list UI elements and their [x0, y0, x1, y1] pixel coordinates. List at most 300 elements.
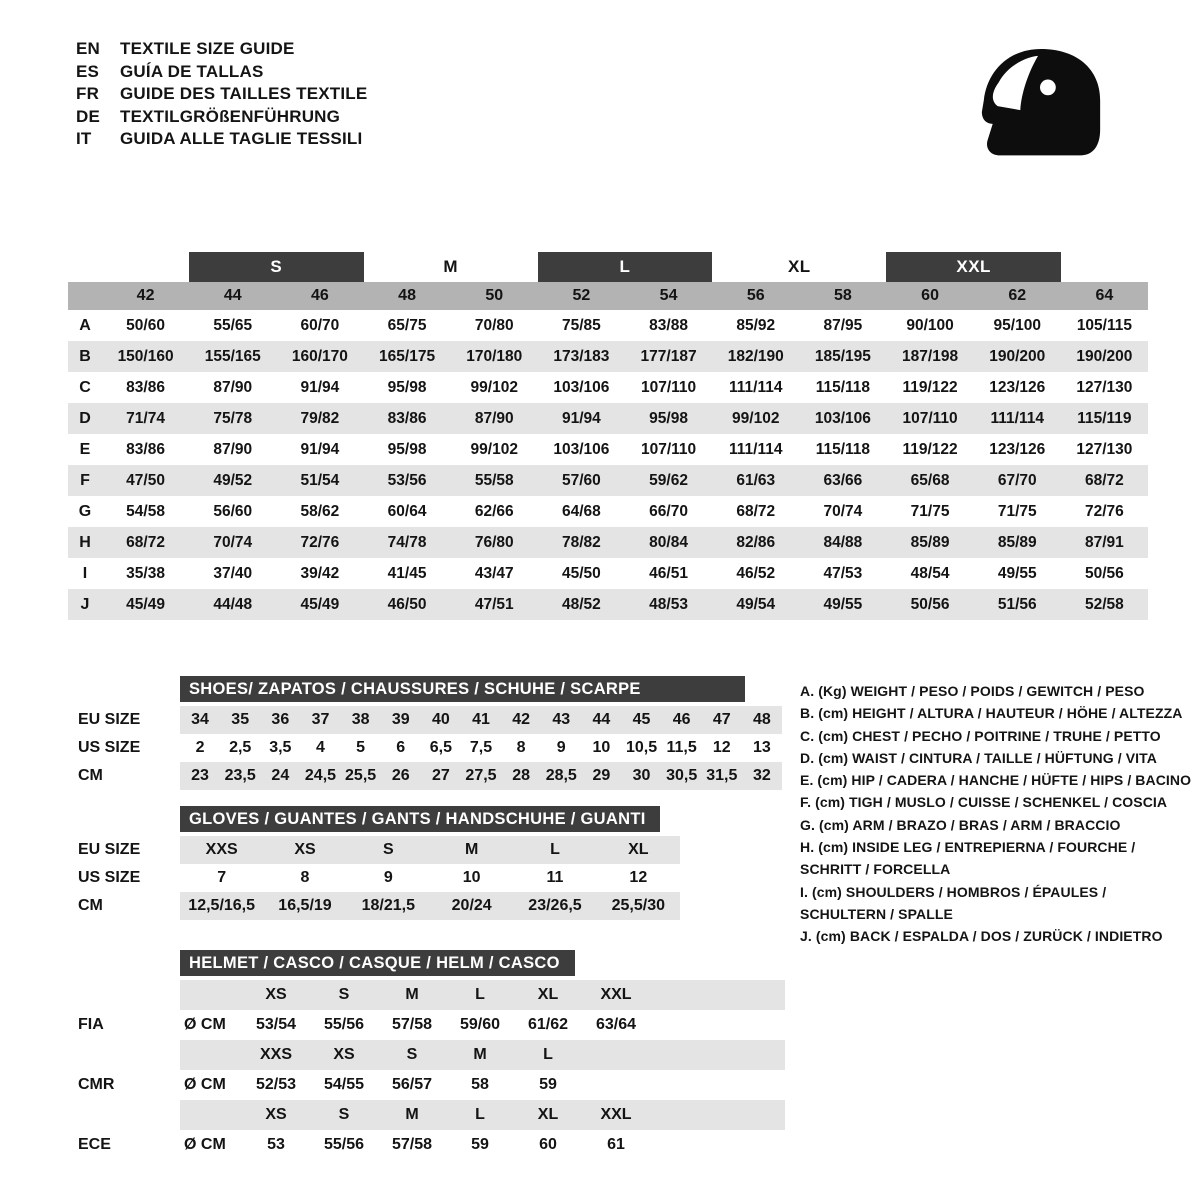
size-number: 52 [572, 287, 591, 304]
legend-line: G. (cm) ARM / BRAZO / BRAS / ARM / BRACCIO [800, 816, 1121, 833]
gloves-row-label: CM [78, 897, 103, 914]
measurement-value: 59/62 [649, 471, 688, 489]
measurement-value: 185/195 [814, 347, 871, 365]
measurement-row-b [68, 341, 1148, 372]
measurement-value: 48/52 [562, 595, 601, 613]
helmet-size-label: S [338, 1106, 350, 1123]
measurement-value: 70/74 [823, 502, 863, 520]
helmet-value: 52/53 [255, 1076, 297, 1093]
legend-line: SCHULTERN / SPALLE [800, 905, 953, 922]
measurement-value: 105/115 [1076, 316, 1132, 334]
shoes-value: 10,5 [625, 739, 658, 756]
measurement-value: 87/90 [213, 440, 253, 458]
measurement-value: 44/48 [213, 595, 253, 613]
measurement-row-a [68, 310, 1148, 341]
helmet-value: 58 [471, 1076, 489, 1093]
gloves-value: 10 [462, 869, 481, 886]
helmet-values-row-cmr [78, 1070, 785, 1100]
language-code: EN [76, 39, 101, 58]
measurement-row-label: G [78, 502, 92, 520]
shoes-value: 25,5 [345, 767, 377, 784]
helmet-size-label: XS [333, 1046, 355, 1063]
shoes-value: 46 [672, 711, 691, 728]
helmet-graphic [972, 40, 1110, 190]
measurement-value: 103/106 [553, 440, 610, 458]
measurement-row-label: J [80, 595, 90, 613]
shoes-value: 5 [356, 739, 366, 756]
gloves-row-label: US SIZE [78, 869, 141, 886]
measurement-value: 127/130 [1076, 378, 1133, 396]
measurement-value: 87/95 [823, 316, 863, 334]
measurement-value: 46/51 [649, 564, 688, 582]
measurement-value: 53/56 [387, 471, 427, 489]
legend-entry-c [800, 725, 1200, 747]
helmet-value: 54/55 [323, 1076, 365, 1093]
size-number: 60 [921, 287, 939, 304]
size-number: 54 [659, 287, 678, 304]
gloves-value: 16,5/19 [278, 897, 332, 914]
helmet-size-label: L [475, 1106, 485, 1123]
language-title: GUÍA DE TALLAS [120, 61, 264, 81]
measurement-value: 115/118 [815, 440, 871, 458]
measurement-value: 48/53 [649, 595, 688, 613]
measurement-value: 45/49 [300, 595, 340, 613]
legend-line: B. (cm) HEIGHT / ALTURA / HAUTEUR / HÖHE / ALTEZZA [800, 705, 1183, 722]
shoes-value: 30 [632, 767, 651, 784]
measurement-value: 49/55 [823, 595, 863, 613]
shoes-value: 39 [391, 711, 410, 728]
size-number: 44 [223, 287, 242, 304]
legend-line: D. (cm) WAIST / CINTURA / TAILLE / HÜFTUNG / VITA [800, 749, 1157, 766]
language-row [76, 106, 367, 129]
measurement-row-d [68, 403, 1148, 434]
helmet-value: 61/62 [527, 1016, 569, 1033]
shoes-value: 36 [271, 711, 290, 728]
legend-line: C. (cm) CHEST / PECHO / POITRINE / TRUHE / PETTO [800, 727, 1161, 744]
size-group-xxl: XXL [886, 252, 1060, 282]
measurement-value: 49/55 [997, 564, 1037, 582]
helmet-sizes-row-fia [180, 980, 785, 1010]
size-group-header-row [68, 252, 1148, 282]
language-title: GUIDA ALLE TAGLIE TESSILI [120, 129, 363, 148]
numeric-size-row [68, 282, 1148, 310]
helmet-section-title: HELMET / CASCO / CASQUE / HELM / CASCO [180, 950, 575, 976]
language-code: ES [76, 61, 100, 81]
measurement-value: 74/78 [387, 533, 427, 551]
measurement-value: 123/126 [989, 378, 1046, 396]
legend-line: I. (cm) SHOULDERS / HOMBROS / ÉPAULES / [800, 883, 1107, 900]
helmet-standard-label: ECE [78, 1136, 111, 1153]
measurement-value: 45/50 [562, 564, 601, 582]
measurement-value: 127/130 [1076, 440, 1133, 458]
language-row [76, 128, 367, 151]
shoes-row-label: CM [78, 767, 103, 784]
shoes-value: 11,5 [666, 739, 697, 756]
shoes-value: 42 [512, 711, 531, 728]
measurement-value: 65/75 [387, 316, 427, 334]
measurement-value: 173/183 [553, 347, 610, 365]
size-number: 48 [398, 287, 416, 304]
shoes-value: 2,5 [229, 739, 252, 756]
gloves-value: 9 [383, 869, 393, 886]
diameter-prefix: Ø CM [184, 1016, 226, 1033]
helmet-standard-label: FIA [78, 1016, 104, 1033]
shoes-value: 47 [712, 711, 731, 728]
shoes-value: 3,5 [269, 739, 292, 756]
measurement-value: 47/53 [823, 564, 863, 582]
measurement-row-j [68, 589, 1148, 620]
gloves-value: XXS [205, 841, 238, 858]
language-row [76, 83, 367, 106]
shoes-size-table [78, 676, 782, 790]
helmet-size-label: XS [265, 1106, 287, 1123]
measurement-value: 51/56 [997, 595, 1037, 613]
measurement-value: 72/76 [1085, 502, 1124, 520]
gloves-value: 18/21,5 [361, 897, 416, 914]
shoes-value: 29 [592, 767, 611, 784]
measurement-value: 68/72 [1085, 471, 1124, 489]
shoes-value: 48 [753, 711, 771, 728]
helmet-value: 63/64 [595, 1016, 637, 1033]
measurement-value: 82/86 [736, 533, 776, 551]
helmet-value: 60 [539, 1136, 557, 1153]
helmet-size-label: M [473, 1046, 487, 1063]
measurement-row-label: B [79, 347, 91, 365]
language-row [76, 61, 367, 84]
measurement-value: 56/60 [213, 502, 253, 520]
measurement-value: 99/102 [470, 378, 518, 396]
measurement-row-label: A [79, 316, 91, 334]
shoes-value: 23 [191, 767, 209, 784]
measurement-value: 90/100 [906, 316, 954, 334]
measurement-value: 190/200 [989, 347, 1046, 365]
shoes-value: 27 [431, 767, 450, 784]
helmet-value: 55/56 [323, 1016, 365, 1033]
language-code: DE [76, 106, 101, 126]
measurement-value: 47/51 [474, 595, 514, 613]
measurement-row-g [68, 496, 1148, 527]
measurement-value: 95/98 [649, 409, 688, 427]
measurement-value: 111/114 [729, 378, 783, 396]
measurement-value: 103/106 [814, 409, 871, 427]
legend-line: A. (Kg) WEIGHT / PESO / POIDS / GEWITCH / PESO [800, 683, 1145, 699]
gloves-size-table [78, 806, 680, 920]
measurement-value: 72/76 [300, 533, 340, 551]
shoes-row-us-size [78, 734, 782, 762]
helmet-size-label: XL [537, 986, 559, 1003]
measurement-row-f [68, 465, 1148, 496]
measurement-value: 46/50 [387, 595, 427, 613]
measurement-value: 111/114 [729, 440, 783, 458]
measurement-value: 107/110 [902, 409, 958, 427]
diameter-prefix: Ø CM [184, 1136, 226, 1153]
measurement-value: 50/56 [910, 595, 950, 613]
shoes-value: 2 [195, 739, 205, 756]
helmet-size-label: S [338, 986, 350, 1003]
measurement-value: 103/106 [553, 378, 610, 396]
measurement-value: 83/86 [387, 409, 427, 427]
helmet-standard-label: CMR [78, 1076, 115, 1093]
measurement-value: 190/200 [1076, 347, 1133, 365]
measurement-value: 67/70 [997, 471, 1037, 489]
measurement-value: 182/190 [727, 347, 784, 365]
size-number: 46 [311, 287, 329, 304]
helmet-size-label: XXL [600, 986, 632, 1003]
language-code: IT [76, 129, 92, 148]
shoes-value: 7,5 [469, 739, 493, 756]
measurement-value: 91/94 [300, 378, 340, 396]
language-code: FR [76, 84, 100, 103]
language-row [76, 38, 367, 61]
shoes-value: 37 [311, 711, 330, 728]
measurement-value: 123/126 [989, 440, 1046, 458]
helmet-value: 57/58 [391, 1016, 433, 1033]
measurement-rows [68, 310, 1148, 620]
size-number: 50 [485, 287, 504, 304]
measurement-value: 66/70 [649, 502, 688, 520]
gloves-value: 12 [629, 869, 648, 886]
measurement-value: 87/90 [213, 378, 253, 396]
gloves-value: 8 [300, 869, 310, 886]
helmet-sizes-spacer [180, 1100, 242, 1130]
measurement-value: 76/80 [474, 533, 514, 551]
measurement-value: 177/187 [640, 347, 697, 365]
measurement-value: 58/62 [300, 502, 340, 520]
gloves-value: L [550, 841, 560, 858]
gloves-section-title: GLOVES / GUANTES / GANTS / HANDSCHUHE / GUANTI [180, 806, 660, 832]
measurement-value: 85/89 [997, 533, 1037, 551]
measurement-value: 95/98 [387, 378, 427, 396]
size-number: 62 [1008, 287, 1027, 304]
legend-line: SCHRITT / FORCELLA [800, 861, 951, 878]
size-row-spacer [68, 282, 102, 310]
gloves-value: S [382, 841, 394, 858]
helmet-size-label: L [475, 986, 485, 1003]
diameter-prefix: Ø CM [184, 1076, 226, 1093]
measurement-value: 43/47 [474, 564, 514, 582]
measurement-value: 39/42 [300, 564, 340, 582]
measurement-value: 95/100 [993, 316, 1041, 334]
size-number: 58 [834, 287, 852, 304]
measurement-value: 60/70 [300, 316, 340, 334]
measurement-row-label: F [80, 471, 90, 489]
measurement-value: 84/88 [823, 533, 863, 551]
shoes-value: 27,5 [465, 767, 497, 784]
helmet-sizes-spacer [180, 980, 242, 1010]
measurement-value: 50/60 [126, 316, 165, 334]
measurement-value: 71/75 [910, 502, 950, 520]
measurement-value: 47/50 [126, 471, 165, 489]
measurement-value: 45/49 [126, 595, 165, 613]
helmet-size-table [78, 950, 785, 1160]
measurement-value: 107/110 [640, 378, 697, 396]
measurement-value: 91/94 [562, 409, 601, 427]
measurement-value: 75/85 [562, 316, 601, 334]
shoes-value: 45 [632, 711, 651, 728]
measurement-value: 61/63 [736, 471, 776, 489]
legend-line: H. (cm) INSIDE LEG / ENTREPIERNA / FOURCHE / [800, 839, 1136, 856]
measurement-value: 87/91 [1085, 533, 1124, 551]
shoes-value: 10 [592, 739, 611, 756]
measurement-value: 60/64 [387, 502, 427, 520]
measurement-row-label: E [79, 440, 91, 458]
measurement-value: 80/84 [649, 533, 688, 551]
measurement-value: 62/66 [474, 502, 514, 520]
gloves-row-cm [78, 892, 680, 920]
gloves-value: 23/26,5 [528, 897, 582, 914]
shoes-value: 12 [712, 739, 731, 756]
helmet-values-row-fia [78, 1010, 785, 1040]
legend-entry-e [800, 769, 1200, 791]
measurement-value: 115/118 [815, 378, 871, 396]
measurement-value: 160/170 [291, 347, 348, 365]
language-title-list [76, 38, 367, 151]
measurement-value: 91/94 [300, 440, 340, 458]
measurement-value: 119/122 [902, 378, 958, 396]
measurement-value: 170/180 [466, 347, 523, 365]
shoes-value: 40 [431, 711, 450, 728]
measurement-value: 55/58 [474, 471, 514, 489]
legend-entry-h [800, 836, 1200, 881]
helmet-value: 59 [539, 1076, 557, 1093]
measurement-row-label: C [79, 378, 91, 396]
shoes-value: 6 [396, 739, 406, 756]
measurement-value: 85/92 [736, 316, 776, 334]
shoes-value: 13 [753, 739, 771, 756]
gloves-value: 12,5/16,5 [188, 897, 256, 914]
helmet-value: 61 [607, 1136, 625, 1153]
legend-line: J. (cm) BACK / ESPALDA / DOS / ZURÜCK / INDIETRO [800, 928, 1163, 945]
helmet-value: 57/58 [391, 1136, 433, 1153]
measurement-value: 99/102 [470, 440, 518, 458]
size-number: 64 [1095, 287, 1114, 304]
helmet-value: 53 [267, 1136, 285, 1153]
measurement-value: 155/165 [204, 347, 261, 365]
shoes-value: 44 [592, 711, 611, 728]
gloves-row-us-size [78, 864, 680, 892]
shoes-value: 28,5 [545, 767, 577, 784]
measurement-value: 75/78 [213, 409, 253, 427]
gloves-value: 11 [546, 869, 564, 886]
legend-entry-j [800, 925, 1200, 947]
helmet-size-label: M [405, 986, 419, 1003]
measurement-value: 165/175 [379, 347, 436, 365]
legend-line: F. (cm) TIGH / MUSLO / CUISSE / SCHENKEL / COSCIA [800, 794, 1168, 811]
helmet-value: 59 [471, 1136, 489, 1153]
shoes-value: 43 [552, 711, 571, 728]
helmet-value: 55/56 [323, 1136, 365, 1153]
measurement-value: 54/58 [126, 502, 165, 520]
shoes-row-label: EU SIZE [78, 711, 141, 728]
shoes-row-eu-size [78, 706, 782, 734]
shoes-value: 26 [391, 767, 410, 784]
shoes-value: 31,5 [706, 767, 738, 784]
legend-entry-d [800, 747, 1200, 769]
racing-helmet-icon [972, 40, 1110, 190]
language-title: TEXTILE SIZE GUIDE [120, 39, 295, 58]
measurement-value: 55/65 [213, 316, 253, 334]
shoes-value: 9 [556, 739, 566, 756]
measurement-row-label: H [79, 533, 91, 551]
gloves-value: XL [628, 841, 649, 858]
size-group-l: L [538, 252, 712, 282]
helmet-size-label: M [405, 1106, 419, 1123]
shoes-value: 35 [231, 711, 250, 728]
measurement-value: 85/89 [910, 533, 950, 551]
measurement-value: 49/52 [213, 471, 253, 489]
helmet-value: 53/54 [255, 1016, 297, 1033]
measurement-value: 87/90 [474, 409, 514, 427]
shoes-section-title: SHOES/ ZAPATOS / CHAUSSURES / SCHUHE / SCARPE [180, 676, 745, 702]
measurement-value: 83/88 [649, 316, 688, 334]
main-size-table [68, 252, 1148, 620]
size-number: 42 [136, 287, 155, 304]
shoes-value: 23,5 [224, 767, 256, 784]
helmet-sizes-row-cmr [180, 1040, 785, 1070]
language-title: GUIDE DES TAILLES TEXTILE [120, 84, 368, 103]
measurement-value: 99/102 [732, 409, 780, 427]
legend-line: E. (cm) HIP / CADERA / HANCHE / HÜFTE / HIPS / BACINO [800, 772, 1192, 789]
measurement-value: 70/80 [474, 316, 514, 334]
legend-entry-a [800, 680, 1200, 702]
measurement-row-label: D [79, 409, 91, 427]
measurement-value: 35/38 [126, 564, 165, 582]
measurement-value: 78/82 [562, 533, 601, 551]
measurement-value: 71/74 [126, 409, 165, 427]
measurement-row-c [68, 372, 1148, 403]
size-group-s: S [189, 252, 363, 282]
measurement-value: 41/45 [387, 564, 427, 582]
measurement-value: 68/72 [126, 533, 165, 551]
helmet-value: 59/60 [459, 1016, 501, 1033]
helmet-sizes-row-ece [180, 1100, 785, 1130]
measurement-value: 79/82 [300, 409, 340, 427]
measurement-value: 150/160 [117, 347, 174, 365]
helmet-size-label: S [406, 1046, 418, 1063]
measurement-value: 115/119 [1077, 409, 1132, 427]
gloves-value: M [465, 841, 479, 858]
size-number: 56 [746, 287, 765, 304]
helmet-size-label: XL [537, 1106, 559, 1123]
gloves-value: 20/24 [451, 897, 492, 914]
measurement-value: 107/110 [640, 440, 697, 458]
legend-entry-f [800, 791, 1200, 813]
measurement-value: 83/86 [126, 440, 165, 458]
language-title: TEXTILGRÖßENFÜHRUNG [120, 106, 341, 126]
size-group-m: M [443, 257, 458, 276]
measurement-value: 46/52 [736, 564, 776, 582]
shoes-value: 34 [191, 711, 209, 728]
shoes-value: 24 [271, 767, 290, 784]
helmet-size-label: XS [265, 986, 287, 1003]
shoes-value: 28 [512, 767, 531, 784]
shoes-value: 8 [516, 739, 526, 756]
legend-entry-g [800, 814, 1200, 836]
measurement-value: 95/98 [387, 440, 427, 458]
measurement-value: 57/60 [562, 471, 601, 489]
measurement-value: 119/122 [902, 440, 958, 458]
measurement-value: 50/56 [1085, 564, 1124, 582]
measurement-value: 52/58 [1085, 595, 1124, 613]
helmet-values-row-ece [78, 1130, 785, 1160]
shoes-value: 24,5 [304, 767, 337, 784]
measurement-value: 63/66 [823, 471, 863, 489]
shoes-value: 6,5 [429, 739, 452, 756]
helmet-sizes-spacer [180, 1040, 242, 1070]
measurement-row-i [68, 558, 1148, 589]
gloves-value: XS [294, 841, 316, 858]
measurement-value: 48/54 [910, 564, 950, 582]
